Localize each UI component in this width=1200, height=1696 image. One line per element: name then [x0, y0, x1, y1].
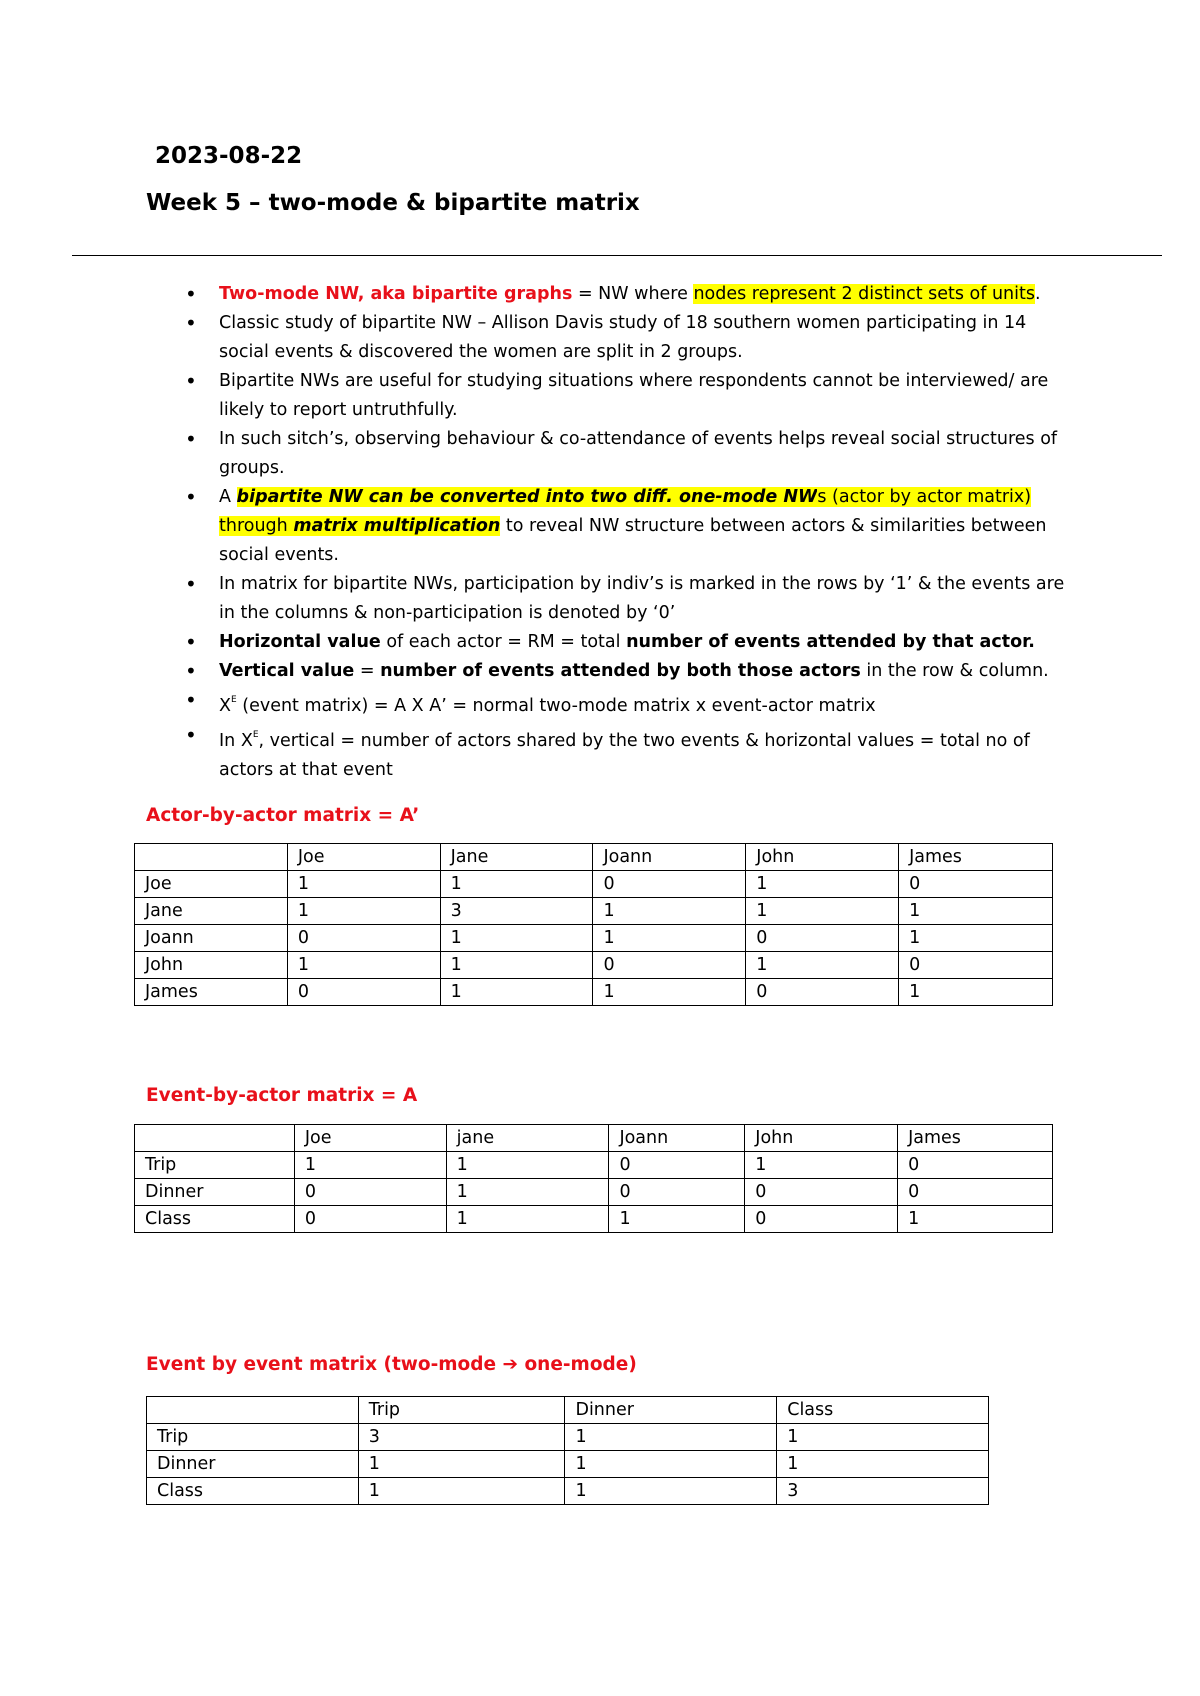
table-cell: 1: [899, 925, 1053, 952]
table-cell: 1: [446, 1206, 609, 1233]
horizontal-divider: [72, 255, 1162, 256]
table-cell: 0: [609, 1179, 745, 1206]
table-cell: 1: [745, 1152, 898, 1179]
arrow-right-icon: ➔: [502, 1354, 519, 1375]
table-header-row: [135, 844, 1053, 871]
column-header: James: [898, 1125, 1053, 1152]
list-item: • Vertical value = number of events attended by both those actors in the row & column.: [185, 657, 1065, 686]
column-header: Trip: [358, 1397, 565, 1424]
column-header: Joann: [593, 844, 746, 871]
table-row: [135, 925, 1053, 952]
column-header: [135, 1125, 295, 1152]
table-cell: 1: [777, 1451, 989, 1478]
table-cell: 1: [294, 1152, 446, 1179]
table-cell: 3: [440, 898, 593, 925]
table-cell: 1: [593, 979, 746, 1006]
list-item: • Horizontal value of each actor = RM = total number of events attended by that actor.: [185, 628, 1065, 657]
row-header: Joe: [135, 871, 288, 898]
table-cell: 1: [593, 898, 746, 925]
table-row: [135, 1179, 1053, 1206]
page-title: Week 5 – two-mode & bipartite matrix: [146, 190, 640, 216]
table-cell: 0: [746, 979, 899, 1006]
table-cell: 0: [593, 871, 746, 898]
table-row: [147, 1424, 989, 1451]
row-header: Class: [147, 1478, 359, 1505]
table-cell: 3: [777, 1478, 989, 1505]
date-heading: 2023-08-22: [155, 143, 303, 169]
table-cell: 1: [287, 871, 440, 898]
list-item: • In matrix for bipartite NWs, participation by indiv’s is marked in the rows by ‘1’ & the events are in the columns & non-participation is denoted by ‘0’: [185, 570, 1065, 628]
table-row: [135, 1152, 1053, 1179]
event-actor-matrix-table: [134, 1124, 1053, 1233]
list-item: • A bipartite NW can be converted into two diff. one-mode NWs (actor by actor matrix) through matrix multiplication to reveal NW structure between actors & similarities between social events.: [185, 483, 1065, 570]
table-cell: 0: [287, 979, 440, 1006]
list-item: • In $X^E$, vertical = number of actors shared by the two events & horizontal values = total no of actors at that event: [185, 721, 1065, 785]
table-row: [135, 871, 1053, 898]
table-row: [135, 979, 1053, 1006]
row-header: James: [135, 979, 288, 1006]
table-cell: 0: [287, 925, 440, 952]
list-item: • Classic study of bipartite NW – Allison Davis study of 18 southern women participating in 14 social events & discovered the women are split in 2 groups.: [185, 309, 1065, 367]
row-header: Trip: [135, 1152, 295, 1179]
column-header: Jane: [440, 844, 593, 871]
actor-matrix-table: [134, 843, 1053, 1006]
table-cell: 1: [287, 952, 440, 979]
table-cell: 0: [745, 1179, 898, 1206]
column-header: jane: [446, 1125, 609, 1152]
table-cell: 0: [898, 1179, 1053, 1206]
event-matrix-label: Event by event matrix (two-mode ➔ one-mode): [146, 1354, 637, 1375]
column-header: Dinner: [565, 1397, 777, 1424]
table-cell: 0: [745, 1206, 898, 1233]
table-cell: 0: [899, 871, 1053, 898]
row-header: Class: [135, 1206, 295, 1233]
event-actor-matrix-label: Event-by-actor matrix = A: [146, 1085, 418, 1106]
term-highlight: Two-mode NW, aka bipartite graphs: [219, 284, 573, 304]
column-header: James: [899, 844, 1053, 871]
table-cell: 1: [899, 979, 1053, 1006]
row-header: Dinner: [147, 1451, 359, 1478]
table-cell: 3: [358, 1424, 565, 1451]
table-cell: 1: [446, 1179, 609, 1206]
table-cell: 1: [287, 898, 440, 925]
list-item: • Bipartite NWs are useful for studying situations where respondents cannot be interviewed/ are likely to report untruthfully.: [185, 367, 1065, 425]
table-cell: 1: [609, 1206, 745, 1233]
actor-matrix-label: Actor-by-actor matrix = A’: [146, 805, 420, 826]
column-header: Joe: [287, 844, 440, 871]
table-row: [135, 898, 1053, 925]
column-header: John: [746, 844, 899, 871]
table-cell: 1: [565, 1424, 777, 1451]
list-item: • In such sitch’s, observing behaviour & co-attendance of events helps reveal social structures of groups.: [185, 425, 1065, 483]
table-row: [135, 1206, 1053, 1233]
table-cell: 1: [899, 898, 1053, 925]
table-cell: 0: [746, 925, 899, 952]
table-row: [147, 1451, 989, 1478]
table-cell: 1: [746, 952, 899, 979]
table-cell: 0: [593, 952, 746, 979]
table-cell: 1: [440, 979, 593, 1006]
table-cell: 1: [565, 1451, 777, 1478]
table-cell: 0: [294, 1206, 446, 1233]
row-header: Trip: [147, 1424, 359, 1451]
highlighted-text: bipartite NW can be converted into two diff. one-mode NW: [236, 487, 818, 507]
table-cell: 0: [294, 1179, 446, 1206]
table-row: [135, 952, 1053, 979]
column-header: Class: [777, 1397, 989, 1424]
table-cell: 1: [565, 1478, 777, 1505]
table-cell: 0: [609, 1152, 745, 1179]
table-cell: 1: [440, 952, 593, 979]
highlighted-text: nodes represent 2 distinct sets of units: [693, 284, 1035, 304]
table-cell: 1: [898, 1206, 1053, 1233]
column-header: John: [745, 1125, 898, 1152]
highlighted-text: matrix multiplication: [293, 516, 501, 536]
table-cell: 1: [358, 1451, 565, 1478]
list-item: • $X^E$ (event matrix) = A X A’ = normal two-mode matrix x event-actor matrix: [185, 686, 1065, 721]
column-header: Joann: [609, 1125, 745, 1152]
table-cell: 1: [440, 925, 593, 952]
column-header: Joe: [294, 1125, 446, 1152]
table-cell: 0: [898, 1152, 1053, 1179]
list-item: • Two-mode NW, aka bipartite graphs = NW where nodes represent 2 distinct sets of units.: [185, 280, 1065, 309]
column-header: [135, 844, 288, 871]
table-cell: 1: [358, 1478, 565, 1505]
table-cell: 1: [746, 871, 899, 898]
table-row: [147, 1478, 989, 1505]
table-cell: 1: [446, 1152, 609, 1179]
column-header: [147, 1397, 359, 1424]
table-header-row: [147, 1397, 989, 1424]
row-header: Jane: [135, 898, 288, 925]
table-cell: 1: [777, 1424, 989, 1451]
table-cell: 1: [440, 871, 593, 898]
table-cell: 1: [593, 925, 746, 952]
event-matrix-table: [146, 1396, 989, 1505]
table-cell: 1: [746, 898, 899, 925]
notes-list: [185, 280, 1065, 785]
table-header-row: [135, 1125, 1053, 1152]
row-header: John: [135, 952, 288, 979]
row-header: Joann: [135, 925, 288, 952]
row-header: Dinner: [135, 1179, 295, 1206]
table-cell: 0: [899, 952, 1053, 979]
